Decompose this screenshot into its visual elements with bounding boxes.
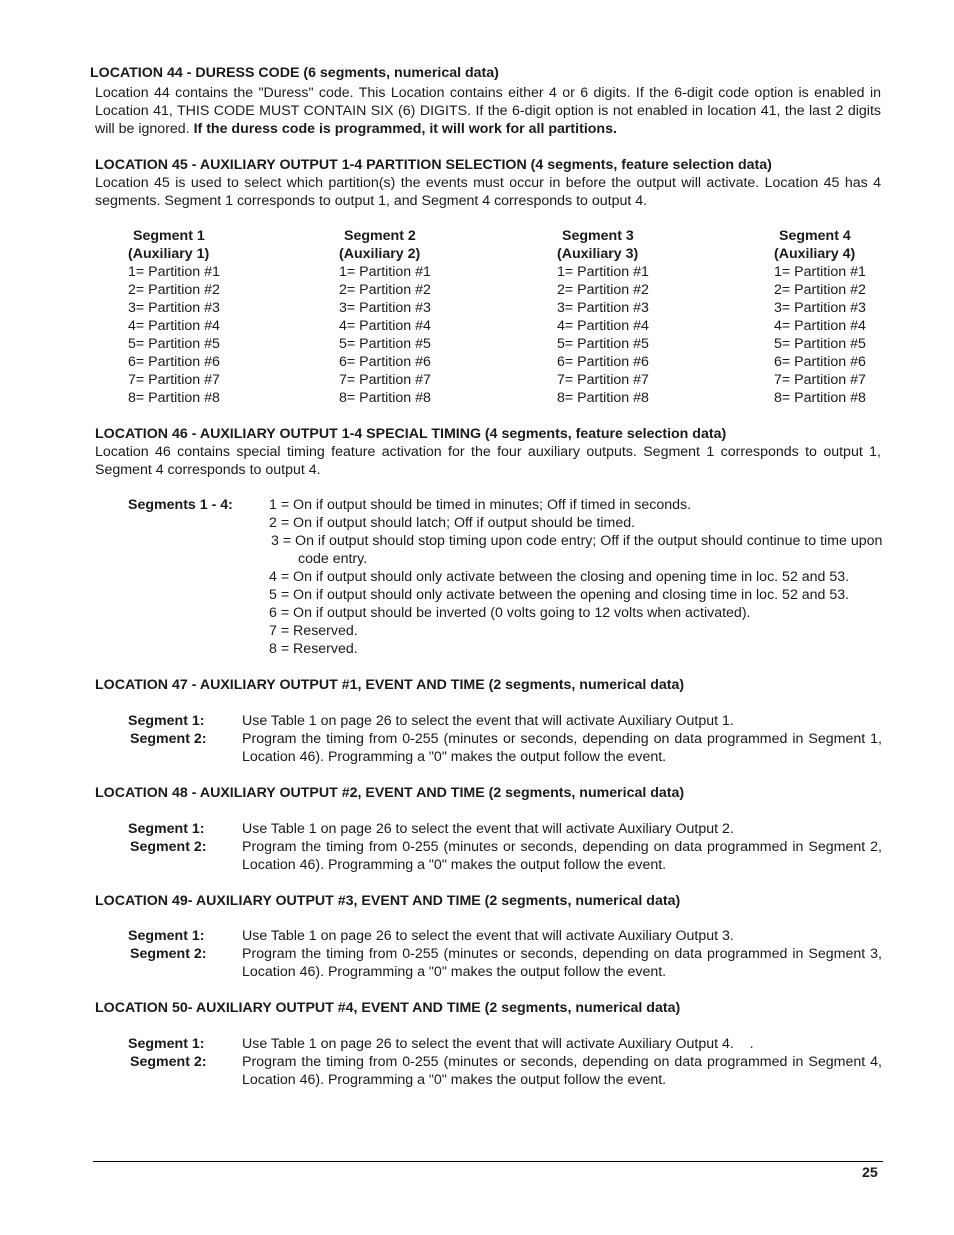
segment-2-title: Segment 2 xyxy=(344,228,416,244)
list-item: 2= Partition #2 xyxy=(557,282,649,298)
segment-2-label: Segment 2: xyxy=(130,946,207,962)
segment-4-column xyxy=(774,227,866,407)
list-item: 4= Partition #4 xyxy=(774,318,866,334)
location-46-text: Location 46 contains special timing feature activation for the four auxiliary outputs. Segment 1 corresponds to output 1, Segment 4 corresponds to output 4. xyxy=(95,444,881,478)
list-item: 8= Partition #8 xyxy=(339,390,431,406)
page-number: 25 xyxy=(862,1165,878,1181)
location-46-heading: LOCATION 46 - AUXILIARY OUTPUT 1-4 SPECIAL TIMING (4 segments, feature selection data) xyxy=(95,426,727,442)
segment-1-text: Use Table 1 on page 26 to select the event that will activate Auxiliary Output 4. . xyxy=(242,1036,754,1052)
segment-2-label: Segment 2: xyxy=(130,839,207,855)
list-item: 6= Partition #6 xyxy=(128,354,220,370)
list-item: 6= Partition #6 xyxy=(557,354,649,370)
list-item: 3= Partition #3 xyxy=(557,300,649,316)
list-item: 6= Partition #6 xyxy=(339,354,431,370)
segment-2-text: Program the timing from 0-255 (minutes or seconds, depending on data programmed in Segment 4, Location 46). Programming a "0" makes the output follow the event. xyxy=(242,1054,882,1088)
list-item: 7= Partition #7 xyxy=(339,372,431,388)
list-item: 4= Partition #4 xyxy=(557,318,649,334)
segment-2-text: Program the timing from 0-255 (minutes or seconds, depending on data programmed in Segment 3, Location 46). Programming a "0" makes the output follow the event. xyxy=(242,946,882,980)
list-item: 2 = On if output should latch; Off if output should be timed. xyxy=(269,515,636,531)
segment-1-subtitle: (Auxiliary 1) xyxy=(128,246,210,262)
list-item: 1 = On if output should be timed in minutes; Off if timed in seconds. xyxy=(269,497,692,513)
list-item: 2= Partition #2 xyxy=(339,282,431,298)
segment-1-title: Segment 1 xyxy=(133,228,205,244)
location-50-segments xyxy=(128,1035,883,1089)
list-item: 8= Partition #8 xyxy=(128,390,220,406)
location-47-segments xyxy=(128,712,883,766)
timing-items xyxy=(269,496,884,658)
segment-3-subtitle: (Auxiliary 3) xyxy=(557,246,639,262)
location-50-heading: LOCATION 50- AUXILIARY OUTPUT #4, EVENT AND TIME (2 segments, numerical data) xyxy=(95,1000,681,1016)
footer-divider xyxy=(93,1161,883,1162)
partition-selection-table xyxy=(128,227,888,407)
location-47-heading: LOCATION 47 - AUXILIARY OUTPUT #1, EVENT AND TIME (2 segments, numerical data) xyxy=(95,677,685,693)
location-50-section xyxy=(95,999,881,1017)
list-item: 1= Partition #1 xyxy=(557,264,649,280)
location-47-section xyxy=(95,676,881,694)
segment-1-label: Segment 1: xyxy=(128,821,205,837)
list-item: 1= Partition #1 xyxy=(128,264,220,280)
segment-3-column xyxy=(557,227,649,407)
segment-1-text: Use Table 1 on page 26 to select the event that will activate Auxiliary Output 3. xyxy=(242,928,734,944)
list-item: 6 = On if output should be inverted (0 volts going to 12 volts when activated). xyxy=(269,605,751,621)
segment-3-title: Segment 3 xyxy=(562,228,634,244)
location-44-text: Location 44 contains the "Duress" code. This Location contains either 4 or 6 digits. If the 6-digit code option is enabled in Location 41, THIS CODE MUST CONTAIN SIX (6) DIGITS. If the 6-digit option is not enabled in location 41, the last 2 digits will be ignored. If the duress code is programmed, it will work for all partitions. xyxy=(95,85,881,137)
location-48-heading: LOCATION 48 - AUXILIARY OUTPUT #2, EVENT AND TIME (2 segments, numerical data) xyxy=(95,785,685,801)
location-45-heading: LOCATION 45 - AUXILIARY OUTPUT 1-4 PARTITION SELECTION (4 segments, feature selection data) xyxy=(95,157,772,173)
segment-1-label: Segment 1: xyxy=(128,928,205,944)
list-item: 7= Partition #7 xyxy=(128,372,220,388)
location-49-segments xyxy=(128,927,883,981)
location-44-body xyxy=(95,84,881,138)
list-item: 7 = Reserved. xyxy=(269,623,358,639)
location-49-heading: LOCATION 49- AUXILIARY OUTPUT #3, EVENT AND TIME (2 segments, numerical data) xyxy=(95,893,681,909)
list-item: 4 = On if output should only activate between the closing and opening time in loc. 52 and 53. xyxy=(269,569,850,585)
segment-1-text: Use Table 1 on page 26 to select the event that will activate Auxiliary Output 2. xyxy=(242,821,734,837)
list-item: 3 = On if output should stop timing upon code entry; Off if the output should continue to time upon code entry. xyxy=(271,533,883,567)
location-46-section xyxy=(95,425,881,479)
location-45-text: Location 45 is used to select which partition(s) the events must occur in before the output will activate. Location 45 has 4 segments. Segment 1 corresponds to output 1, and Segment 4 corresponds to output 4. xyxy=(95,175,881,209)
segments-label: Segments 1 - 4: xyxy=(128,497,233,513)
segment-2-column xyxy=(339,227,431,407)
list-item: 4= Partition #4 xyxy=(339,318,431,334)
segment-2-subtitle: (Auxiliary 2) xyxy=(339,246,421,262)
segment-2-text: Program the timing from 0-255 (minutes or seconds, depending on data programmed in Segment 2, Location 46). Programming a "0" makes the output follow the event. xyxy=(242,839,882,873)
list-item: 8 = Reserved. xyxy=(269,641,358,657)
list-item: 5= Partition #5 xyxy=(557,336,649,352)
list-item: 8= Partition #8 xyxy=(774,390,866,406)
list-item: 5= Partition #5 xyxy=(339,336,431,352)
segment-2-text: Program the timing from 0-255 (minutes or seconds, depending on data programmed in Segment 1, Location 46). Programming a "0" makes the output follow the event. xyxy=(242,731,882,765)
list-item: 4= Partition #4 xyxy=(128,318,220,334)
list-item: 5= Partition #5 xyxy=(774,336,866,352)
list-item: 2= Partition #2 xyxy=(774,282,866,298)
list-item: 3= Partition #3 xyxy=(774,300,866,316)
list-item: 1= Partition #1 xyxy=(774,264,866,280)
segment-2-label: Segment 2: xyxy=(130,1054,207,1070)
list-item: 5 = On if output should only activate between the opening and closing time in loc. 52 and 53. xyxy=(269,587,850,603)
list-item: 8= Partition #8 xyxy=(557,390,649,406)
list-item: 5= Partition #5 xyxy=(128,336,220,352)
location-49-section xyxy=(95,892,881,910)
list-item: 2= Partition #2 xyxy=(128,282,220,298)
list-item: 1= Partition #1 xyxy=(339,264,431,280)
segment-4-title: Segment 4 xyxy=(779,228,851,244)
list-item: 3= Partition #3 xyxy=(128,300,220,316)
segment-1-label: Segment 1: xyxy=(128,1036,205,1052)
segment-1-text: Use Table 1 on page 26 to select the event that will activate Auxiliary Output 1. xyxy=(242,713,734,729)
location-44-heading: LOCATION 44 - DURESS CODE (6 segments, numerical data) xyxy=(90,65,499,81)
location-48-segments xyxy=(128,820,883,874)
list-item: 6= Partition #6 xyxy=(774,354,866,370)
segment-4-subtitle: (Auxiliary 4) xyxy=(774,246,856,262)
location-44-section xyxy=(90,64,881,82)
list-item: 7= Partition #7 xyxy=(774,372,866,388)
segment-1-column xyxy=(128,227,220,407)
list-item: 3= Partition #3 xyxy=(339,300,431,316)
segment-2-label: Segment 2: xyxy=(130,731,207,747)
segment-1-label: Segment 1: xyxy=(128,713,205,729)
location-45-section xyxy=(95,156,881,210)
location-48-section xyxy=(95,784,881,802)
list-item: 7= Partition #7 xyxy=(557,372,649,388)
